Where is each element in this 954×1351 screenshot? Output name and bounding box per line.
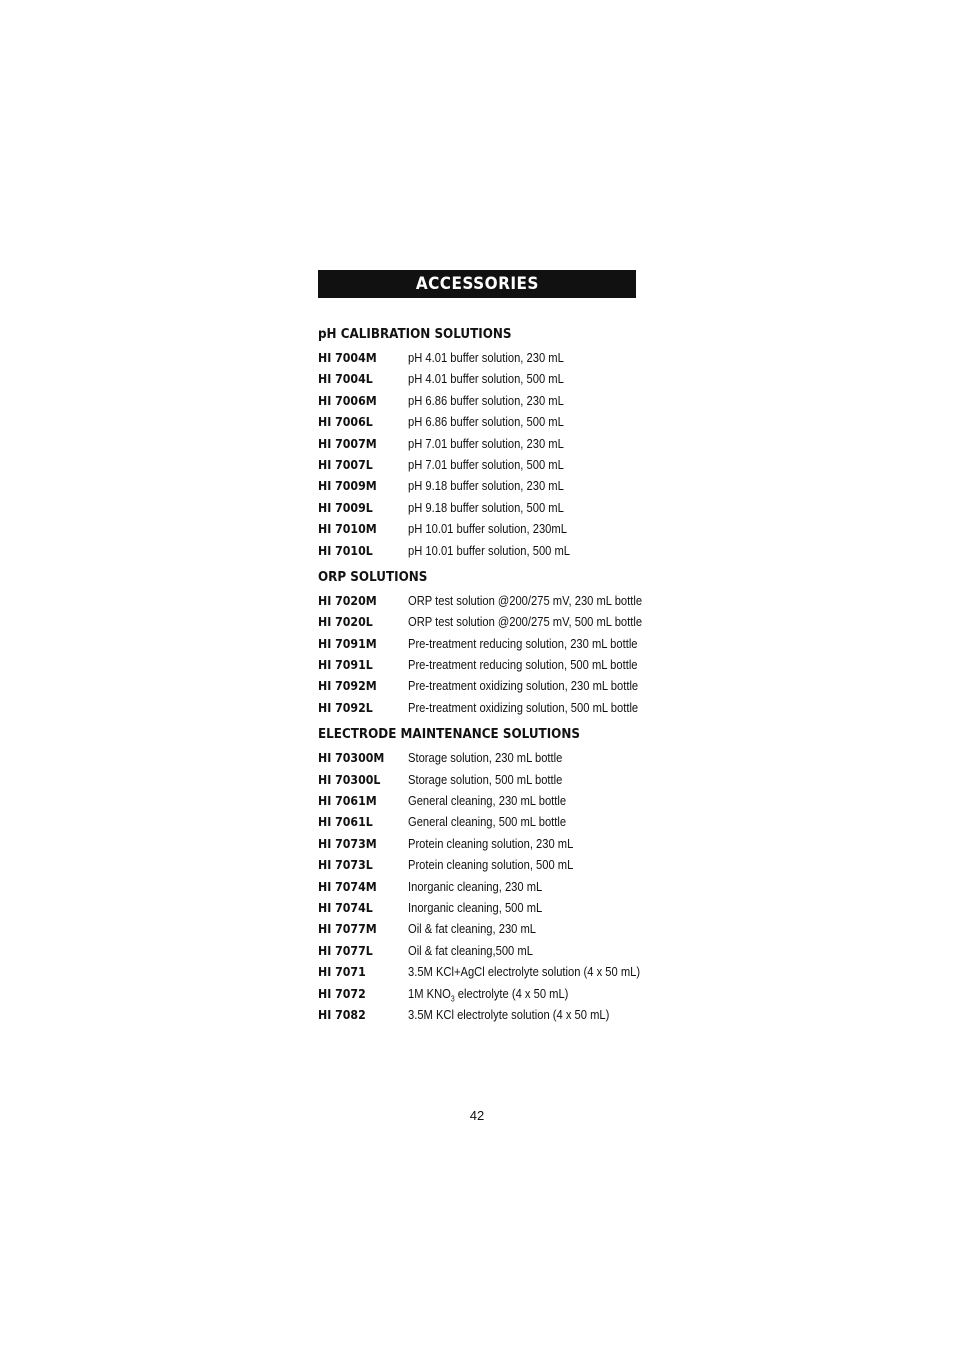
item-description-part: electrolyte (4 x 50 mL)	[454, 985, 569, 1001]
item-description: General cleaning, 230 mL bottle	[408, 793, 567, 809]
list-item	[318, 633, 648, 654]
section	[318, 724, 648, 1025]
item-code: HI 7073M	[318, 835, 377, 851]
item-code: HI 7020M	[318, 592, 377, 608]
item-code: HI 7071	[318, 964, 366, 980]
item-code: HI 7006M	[318, 392, 377, 408]
item-description: pH 9.18 buffer solution, 230 mL	[408, 478, 564, 494]
section-heading: ELECTRODE MAINTENANCE SOLUTIONS	[318, 727, 580, 743]
item-code: HI 7091M	[318, 635, 377, 651]
section	[318, 324, 648, 561]
item-code: HI 7061M	[318, 793, 377, 809]
item-code: HI 7074L	[318, 899, 373, 915]
item-description: Oil & fat cleaning,500 mL	[408, 942, 533, 958]
list-item	[318, 611, 648, 632]
item-description: pH 10.01 buffer solution, 500 mL	[408, 542, 571, 558]
item-code: HI 7007L	[318, 456, 373, 472]
section-heading: ORP SOLUTIONS	[318, 569, 428, 585]
accessories-list	[318, 324, 648, 1031]
item-code: HI 7082	[318, 1006, 366, 1022]
list-item	[318, 475, 648, 496]
section-heading: pH CALIBRATION SOLUTIONS	[318, 327, 512, 342]
list-item	[318, 790, 648, 811]
item-description: 3.5M KCl electrolyte solution (4 x 50 mL)	[408, 1006, 610, 1022]
list-item	[318, 961, 648, 982]
list-item	[318, 697, 648, 718]
list-item	[318, 540, 648, 561]
item-description: Pre-treatment oxidizing solution, 500 mL bottle	[408, 699, 639, 715]
item-code: HI 7073L	[318, 857, 373, 873]
item-code: HI 7061L	[318, 814, 373, 830]
list-item	[318, 654, 648, 675]
list-item	[318, 454, 648, 475]
item-code: HI 70300M	[318, 750, 385, 766]
item-code: HI 7010L	[318, 542, 373, 558]
item-description: Storage solution, 500 mL bottle	[408, 771, 563, 787]
item-description-subscript: 3	[450, 994, 455, 1004]
list-item	[318, 918, 648, 939]
item-code: HI 7006L	[318, 414, 373, 430]
item-description: Inorganic cleaning, 500 mL	[408, 899, 543, 915]
item-code: HI 7092M	[318, 678, 377, 694]
item-description: pH 6.86 buffer solution, 230 mL	[408, 392, 564, 408]
list-item	[318, 411, 648, 432]
item-description: 3.5M KCl+AgCl electrolyte solution (4 x 50 mL)	[408, 964, 641, 980]
page-number: 42	[469, 1108, 485, 1123]
item-code: HI 7077M	[318, 921, 377, 937]
list-item	[318, 897, 648, 918]
item-description: ORP test solution @200/275 mV, 500 mL bottle	[408, 614, 643, 630]
item-code: HI 7007M	[318, 435, 377, 451]
item-description: pH 6.86 buffer solution, 500 mL	[408, 414, 564, 430]
item-code: HI 70300L	[318, 771, 381, 787]
list-item	[318, 940, 648, 961]
item-code: HI 7004L	[318, 371, 373, 387]
item-description: pH 10.01 buffer solution, 230mL	[408, 521, 567, 537]
item-description: Storage solution, 230 mL bottle	[408, 750, 563, 766]
list-item	[318, 590, 648, 611]
item-description: General cleaning, 500 mL bottle	[408, 814, 567, 830]
item-code: HI 7077L	[318, 942, 373, 958]
item-description-part: 1M KNO	[408, 985, 451, 1001]
list-item	[318, 347, 648, 368]
list-item	[318, 833, 648, 854]
section	[318, 567, 648, 718]
item-description	[408, 983, 568, 1004]
item-description: Pre-treatment oxidizing solution, 230 mL bottle	[408, 678, 639, 694]
list-item	[318, 675, 648, 696]
item-code: HI 7072	[318, 985, 366, 1001]
item-description: Protein cleaning solution, 500 mL	[408, 857, 574, 873]
list-item	[318, 390, 648, 411]
item-code: HI 7009L	[318, 499, 373, 515]
item-description: pH 7.01 buffer solution, 230 mL	[408, 435, 564, 451]
item-description: pH 4.01 buffer solution, 500 mL	[408, 371, 564, 387]
item-code: HI 7004M	[318, 350, 377, 365]
list-item	[318, 876, 648, 897]
list-item	[318, 983, 648, 1004]
item-code: HI 7091L	[318, 657, 373, 673]
list-item	[318, 368, 648, 389]
item-description: Pre-treatment reducing solution, 230 mL bottle	[408, 635, 638, 651]
item-description: Protein cleaning solution, 230 mL	[408, 835, 574, 851]
list-item	[318, 1004, 648, 1025]
item-description: pH 9.18 buffer solution, 500 mL	[408, 499, 564, 515]
list-item	[318, 433, 648, 454]
item-description: Inorganic cleaning, 230 mL	[408, 878, 543, 894]
item-list	[318, 747, 648, 1025]
item-description: pH 4.01 buffer solution, 230 mL	[408, 350, 564, 365]
item-description: pH 7.01 buffer solution, 500 mL	[408, 456, 564, 472]
list-item	[318, 497, 648, 518]
list-item	[318, 811, 648, 832]
item-code: HI 7009M	[318, 478, 377, 494]
item-list	[318, 347, 648, 561]
list-item	[318, 769, 648, 790]
item-code: HI 7020L	[318, 614, 373, 630]
item-description: ORP test solution @200/275 mV, 230 mL bottle	[408, 592, 643, 608]
item-code: HI 7074M	[318, 878, 377, 894]
list-item	[318, 854, 648, 875]
item-code: HI 7092L	[318, 699, 373, 715]
list-item	[318, 747, 648, 768]
item-list	[318, 590, 648, 718]
page-title: ACCESSORIES	[415, 274, 539, 294]
list-item	[318, 518, 648, 539]
accessories-title-bar	[318, 270, 636, 298]
item-code: HI 7010M	[318, 521, 377, 537]
item-description: Oil & fat cleaning, 230 mL	[408, 921, 537, 937]
item-description: Pre-treatment reducing solution, 500 mL bottle	[408, 657, 638, 673]
